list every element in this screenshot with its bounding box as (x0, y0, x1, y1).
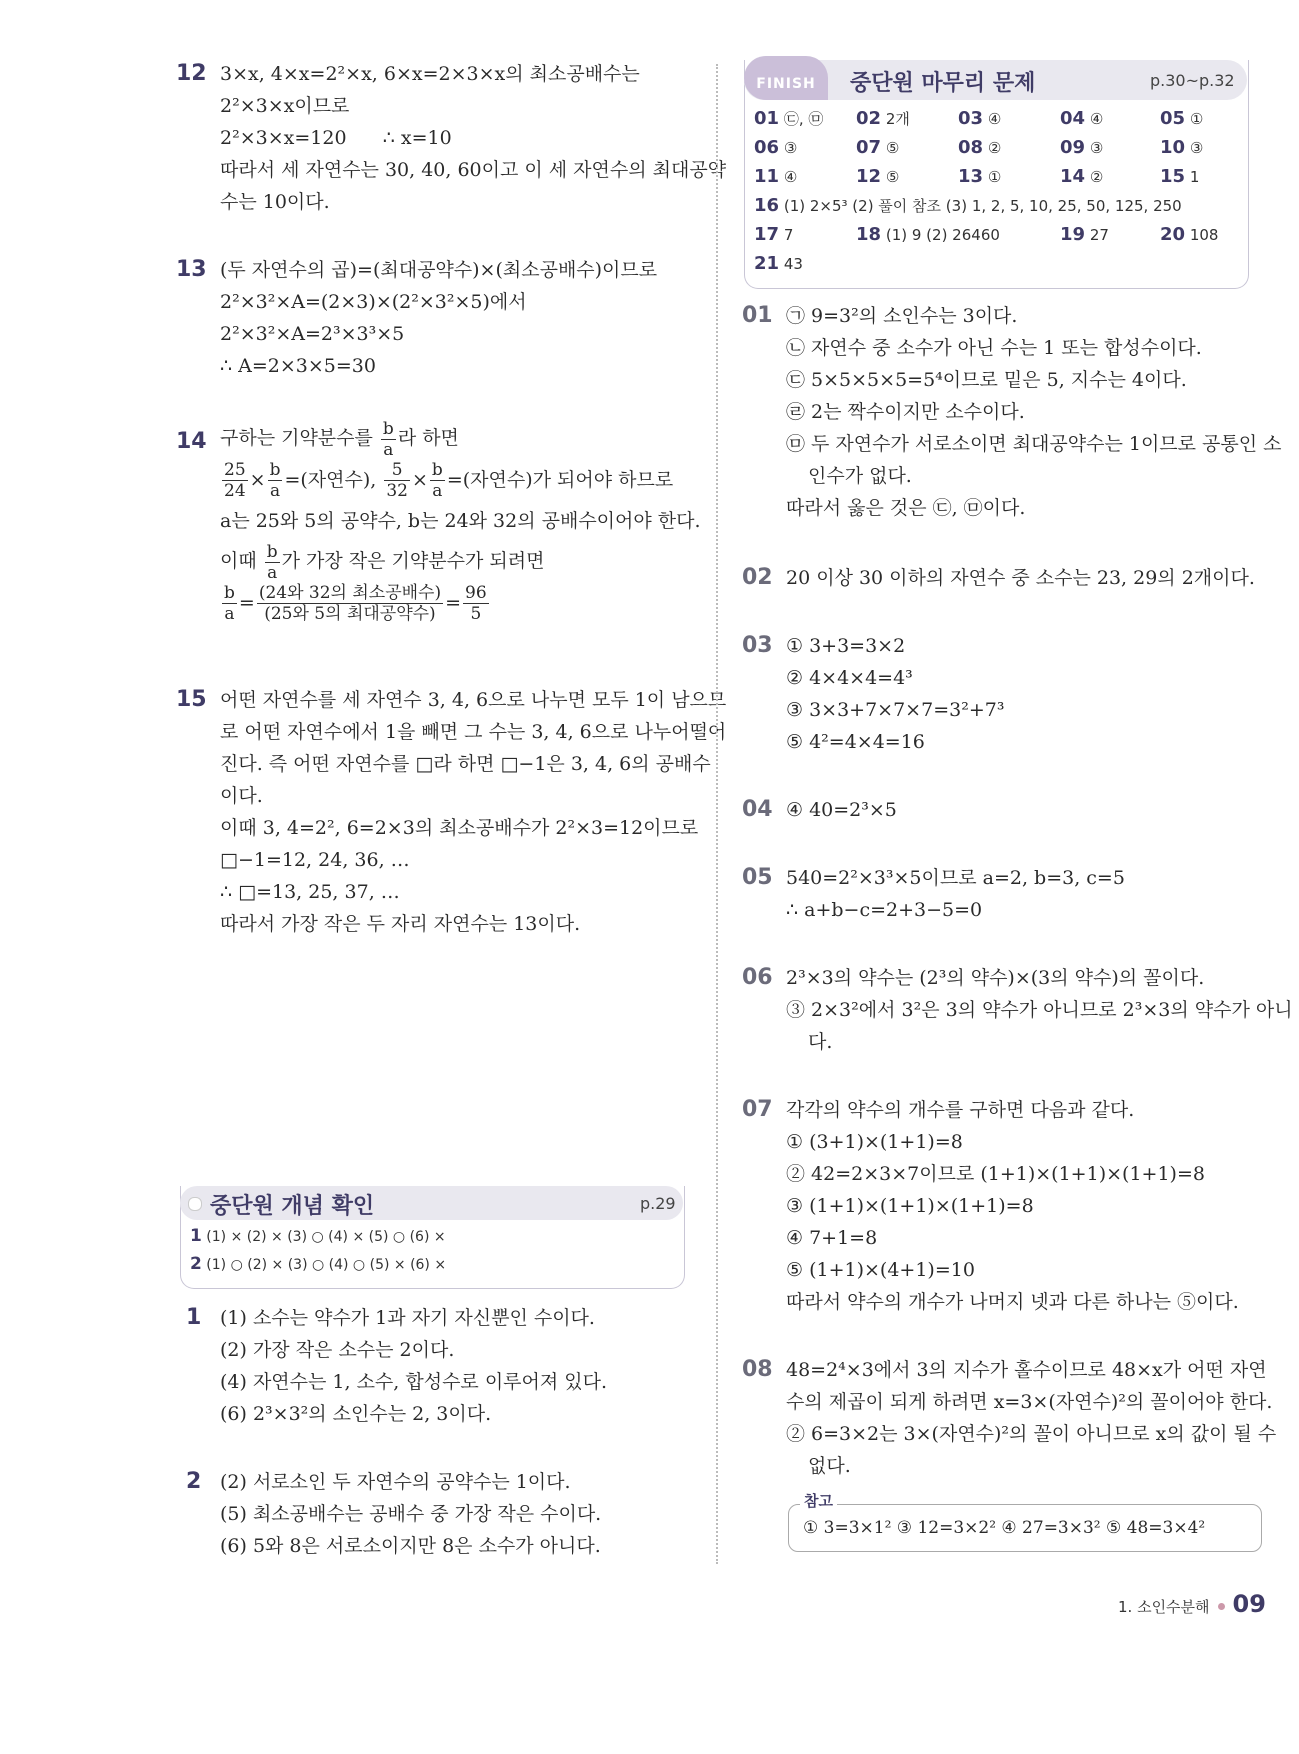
line: ③ 3×3+7×7×7=3²+7³ (786, 699, 1005, 721)
line: ⑤ 4²=4×4=16 (786, 731, 925, 753)
problem-14: 14 구하는 기약분수를 $\frac{b}{a}$ 라 하면 $\frac{25}{24}$ × $\frac{b}{a}$ =(자연수), $\frac{5}{32}$ × $\frac{b}{a}$ =(자연수)가 되어야 하므로 a는 25와 5의 공약수, b는 24와 32의 공배수이어야 한다. 이때 $\frac{b}{a}$ 가 가장 작은 기약분수가 되려면 $\frac{b}{a}$ = $\frac{\text{(24와 32의 최소공배수)}}{\text{(25와 5의 최대공약수)}}$ = $\frac{96}{5}$ (176, 418, 701, 624)
fraction-lcm-gcd: $\frac{\text{(24와 32의 최소공배수)}}{\text{(25와 5의 최대공약수)}}$ (258, 583, 442, 624)
line: ㉡ 자연수 중 소수가 아닌 수는 1 또는 합성수이다. (786, 337, 1202, 359)
line: 없다. (808, 1455, 851, 1477)
finish-title: 중단원 마무리 문제 (850, 71, 1036, 96)
line: 따라서 약수의 개수가 나머지 넷과 다른 하나는 ⑤이다. (786, 1291, 1239, 1313)
line: ③ (1+1)×(1+1)×(1+1)=8 (786, 1195, 1034, 1217)
problem-15 (176, 684, 726, 940)
solution-07 (742, 1094, 1239, 1318)
answer-09: 09 ③ (1060, 137, 1104, 158)
note-box: ① 3=3×1² ③ 12=3×2² ④ 27=3×3² ⑤ 48=3×4² (788, 1504, 1262, 1552)
line: 각각의 약수의 개수를 구하면 다음과 같다. (786, 1099, 1135, 1121)
line: □−1=12, 24, 36, … (220, 849, 410, 871)
problem-number: 05 (742, 865, 773, 890)
chapter-label: 1. 소인수분해 (1118, 1598, 1210, 1616)
line: ∴ □=13, 25, 37, … (220, 881, 400, 903)
line: 20 이상 30 이하의 자연수 중 소수는 23, 29의 2개이다. (786, 567, 1255, 589)
answer-05: 05 ① (1160, 108, 1204, 129)
line: ㉤ 두 자연수가 서로소이면 최대공약수는 1이므로 공통인 소 (786, 433, 1282, 455)
line: ③ 2×3²에서 3²은 3의 약수가 아니므로 2³×3의 약수가 아니 (786, 999, 1293, 1021)
problem-13 (176, 254, 657, 382)
answer-10: 10 ③ (1160, 137, 1204, 158)
line: 인수가 없다. (808, 465, 912, 487)
line: ㉠ 9=3²의 소인수는 3이다. (786, 305, 1018, 327)
page-number: 09 (1232, 1590, 1266, 1618)
line: ⑤ (1+1)×(4+1)=10 (786, 1259, 975, 1281)
line: 따라서 세 자연수는 30, 40, 60이고 이 세 자연수의 최대공약 (220, 159, 727, 181)
answer-14: 14 ② (1060, 166, 1104, 187)
problem-number: 04 (742, 797, 773, 822)
answer-01: 01 ㉢, ㉤ (754, 108, 824, 129)
line: (5) 최소공배수는 공배수 중 가장 작은 수이다. (220, 1503, 602, 1525)
solution-01 (742, 300, 1282, 524)
problem-number: 12 (176, 61, 207, 86)
line: (2) 가장 작은 소수는 2이다. (220, 1339, 455, 1361)
line: 3×x, 4×x=2²×x, 6×x=2×3×x의 최소공배수는 (220, 63, 640, 85)
fraction-b-over-a: $\frac{b}{a}$ (382, 418, 394, 460)
concept-title: 중단원 개념 확인 (210, 1194, 375, 1219)
line: (2) 서로소인 두 자연수의 공약수는 1이다. (220, 1471, 571, 1493)
line: ∴ a+b−c=2+3−5=0 (786, 899, 983, 921)
answer-11: 11 ④ (754, 166, 798, 187)
line: 2²×3²×A=(2×3)×(2²×3²×5)에서 (220, 291, 527, 313)
line: ㉢ 5×5×5×5=5⁴이므로 밑은 5, 지수는 4이다. (786, 369, 1187, 391)
fraction-25-24: $\frac{25}{24}$ (224, 460, 246, 501)
line: (두 자연수의 곱)=(최대공약수)×(최소공배수)이므로 (220, 259, 658, 281)
concept-solution-1 (186, 1302, 607, 1430)
fraction-5-32: $\frac{5}{32}$ (386, 460, 408, 501)
concept-answers-1: 1 (1) × (2) × (3) ○ (4) × (5) ○ (6) × (190, 1226, 446, 1246)
problem-number: 15 (176, 687, 207, 712)
problem-number: 02 (742, 565, 773, 590)
solution-05 (742, 862, 1125, 926)
answer-13: 13 ① (958, 166, 1002, 187)
line: ④ 40=2³×5 (786, 799, 897, 821)
problem-12 (176, 58, 726, 218)
line: 48=2⁴×3에서 3의 지수가 홀수이므로 48×x가 어떤 자연 (786, 1359, 1267, 1381)
answer-07: 07 ⑤ (856, 137, 900, 158)
problem-number: 1 (186, 1305, 202, 1330)
line: ④ 7+1=8 (786, 1227, 878, 1249)
answer-04: 04 ④ (1060, 108, 1104, 129)
line: (1) 소수는 약수가 1과 자기 자신뿐인 수이다. (220, 1307, 595, 1329)
answer-08: 08 ② (958, 137, 1002, 158)
answer-21: 21 43 (754, 253, 803, 274)
answer-02: 02 2개 (856, 108, 910, 129)
problem-number: 13 (176, 257, 207, 282)
problem-number: 07 (742, 1097, 773, 1122)
line: 이때 3, 4=2², 6=2×3의 최소공배수가 2²×3=12이므로 (220, 817, 699, 839)
answer-06: 06 ③ (754, 137, 798, 158)
line: 540=2²×3³×5이므로 a=2, b=3, c=5 (786, 867, 1125, 889)
line: 이다. (220, 785, 263, 807)
answer-03: 03 ④ (958, 108, 1002, 129)
line: ② 4×4×4=4³ (786, 667, 913, 689)
line: 2²×3×x이므로 (220, 95, 350, 117)
answer-12: 12 ⑤ (856, 166, 900, 187)
line: ∴ A=2×3×5=30 (220, 355, 376, 377)
answer-18: 18 (1) 9 (2) 26460 (856, 224, 1000, 245)
page-footer (1118, 1590, 1266, 1618)
line: 2²×3×x=120 ∴ x=10 (220, 127, 452, 149)
line: 진다. 즉 어떤 자연수를 □라 하면 □−1은 3, 4, 6의 공배수 (220, 753, 711, 775)
finish-tag: FINISH (744, 56, 828, 100)
line: 수는 10이다. (220, 191, 330, 213)
fraction-96-5: $\frac{96}{5}$ (465, 583, 487, 624)
problem-number: 2 (186, 1469, 202, 1494)
solution-08 (742, 1354, 1276, 1482)
solution-06 (742, 962, 1293, 1058)
line: 어떤 자연수를 세 자연수 3, 4, 6으로 나누면 모두 1이 남으므 (220, 689, 727, 711)
line: ① 3+3=3×2 (786, 635, 906, 657)
line: 다. (808, 1031, 833, 1053)
concept-answers-2: 2 (1) ○ (2) × (3) ○ (4) ○ (5) × (6) × (190, 1254, 447, 1274)
line: 따라서 가장 작은 두 자리 자연수는 13이다. (220, 913, 581, 935)
finish-page-ref: p.30~p.32 (1150, 71, 1235, 90)
answer-19: 19 27 (1060, 224, 1109, 245)
problem-number: 03 (742, 633, 773, 658)
line: ① (3+1)×(1+1)=8 (786, 1131, 963, 1153)
answer-16: 16 (1) 2×5³ (2) 풀이 참조 (3) 1, 2, 5, 10, 25, 50, 125, 250 (754, 195, 1182, 216)
line: ㉣ 2는 짝수이지만 소수이다. (786, 401, 1025, 423)
concept-solution-2 (186, 1466, 601, 1562)
solution-04 (742, 794, 897, 826)
answer-17: 17 7 (754, 224, 794, 245)
line: (6) 5와 8은 서로소이지만 8은 소수가 아니다. (220, 1535, 601, 1557)
answer-15: 15 1 (1160, 166, 1200, 187)
solution-03 (742, 630, 1004, 758)
note-tag: 참고 (800, 1490, 837, 1511)
line: a는 25와 5의 공약수, b는 24와 32의 공배수이어야 한다. (220, 510, 701, 532)
line: (4) 자연수는 1, 소수, 합성수로 이루어져 있다. (220, 1371, 608, 1393)
dot-icon (1218, 1603, 1225, 1610)
line: 수의 제곱이 되게 하려면 x=3×(자연수)²의 꼴이어야 한다. (786, 1391, 1273, 1413)
problem-number: 08 (742, 1357, 773, 1382)
solution-02 (742, 562, 1255, 594)
column-divider (716, 64, 718, 1564)
line: ② 6=3×2는 3×(자연수)²의 꼴이 아니므로 x의 값이 될 수 (786, 1423, 1277, 1445)
concept-page-ref: p.29 (640, 1194, 676, 1213)
line: 로 어떤 자연수에서 1을 빼면 그 수는 3, 4, 6으로 나누어떨어 (220, 721, 727, 743)
line: (6) 2³×3²의 소인수는 2, 3이다. (220, 1403, 492, 1425)
line: ② 42=2×3×7이므로 (1+1)×(1+1)×(1+1)=8 (786, 1163, 1205, 1185)
line: 2³×3의 약수는 (2³의 약수)×(3의 약수)의 꼴이다. (786, 967, 1205, 989)
bullet-icon (188, 1197, 202, 1211)
problem-number: 14 (176, 429, 207, 454)
answer-20: 20 108 (1160, 224, 1219, 245)
line: 2²×3²×A=2³×3³×5 (220, 323, 405, 345)
problem-number: 01 (742, 303, 773, 328)
line: 따라서 옳은 것은 ㉢, ㉤이다. (786, 497, 1026, 519)
problem-number: 06 (742, 965, 773, 990)
